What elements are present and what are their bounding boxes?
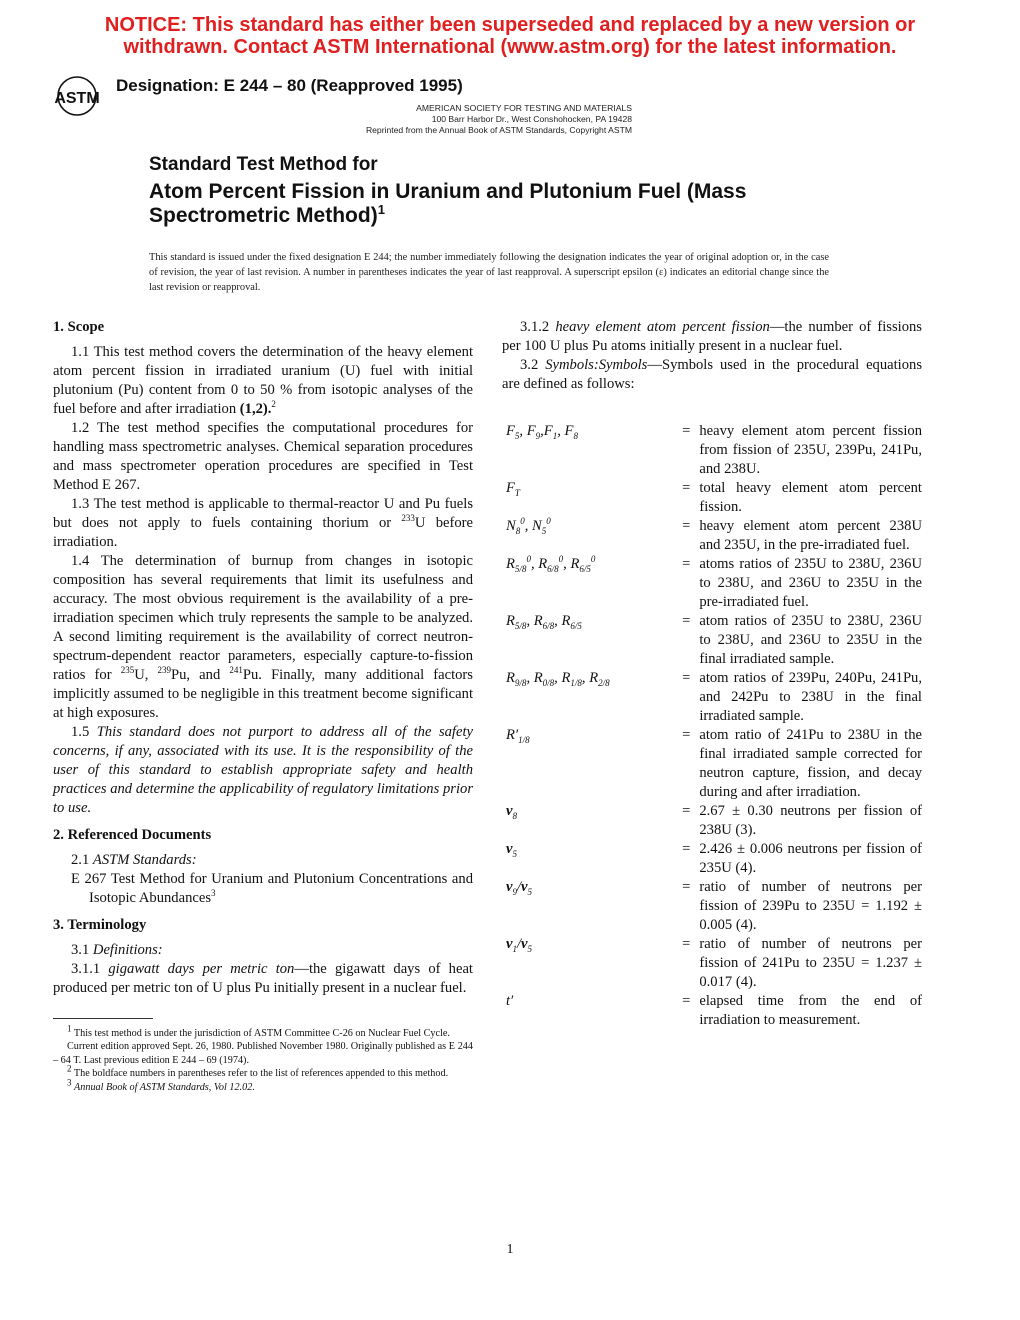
symbol-def: atoms ratios of 235U to 238U, 236U to 238U, and 236U to 235U in the pre-irradiated fuel. — [699, 556, 922, 610]
astm-logo-icon — [52, 76, 102, 116]
para-1-5: 1.5 This standard does not purport to address all of the safety concerns, if any, associated with its use. It is the responsibility of the user of this standard to establish appropriate safety and health practices and determine the applicability of regulatory limitations prior to use. — [53, 724, 473, 816]
symbol-def: heavy element atom percent 238U and 235U, in the pre-irradiated fuel. — [699, 518, 922, 553]
footnotes — [53, 1023, 473, 1094]
symbol-def: elapsed time from the end of irradiation to measurement. — [699, 993, 922, 1028]
symbols-table — [502, 422, 922, 1030]
para-1-3: 1.3 The test method is applicable to thermal-reactor U and Pu fuels but does not apply to fuels containing thorium or $^{233}$U before irradiation. — [53, 496, 473, 550]
logo-text: ASTM — [54, 90, 100, 107]
symbol-def: total heavy element atom percent fission. — [699, 480, 922, 515]
symbol-row: $F_5$, $F_9,F_1$, $F_8$ = heavy element atom percent fission from fission of 235U, 239Pu, 241Pu, and 238U. — [506, 423, 922, 477]
symbol-def: heavy element atom percent fission from fission of 235U, 239Pu, 241Pu, and 238U. — [699, 423, 922, 477]
symbol-def: 2.426 ± 0.006 neutrons per fission of 235U (4). — [699, 841, 922, 876]
symbol-def: atom ratio of 241Pu to 238U in the final irradiated sample corrected for neutron capture, fission, and decay during and after irradiation. — [699, 727, 922, 800]
footnote-2: $^2$ The boldface numbers in parentheses refer to the list of references appended to this method. — [67, 1063, 449, 1080]
symbol-row: $\nu_5$ = 2.426 ± 0.006 neutrons per fission of 235U (4). — [506, 841, 922, 876]
preamble: This standard is issued under the fixed designation E 244; the number immediately following the designation indicates the year of original adoption or, in the case of revision, the year of last revision. A number in parentheses indicates the year of last reapproval. A superscript epsilon (ε) indicates an editorial change since the last revision or reapproval. — [149, 252, 829, 293]
notice-line-1: NOTICE: This standard has either been superseded and replaced by a new version or — [104, 14, 916, 36]
page-title — [149, 153, 869, 228]
footnote-rule — [53, 1018, 153, 1019]
symbol-row: $\nu_1/\nu_5$ = ratio of number of neutrons per fission of 241Pu to 235U = 1.237 ± 0.017 (4). — [506, 936, 922, 990]
left-column — [53, 318, 473, 1094]
symbol-row: t′ = elapsed time from the end of irradiation to measurement. — [506, 993, 922, 1028]
society-name: AMERICAN SOCIETY FOR TESTING AND MATERIALS — [416, 103, 632, 113]
footnote-1: $^1$ This test method is under the jurisdiction of ASTM Committee C-26 on Nuclear Fuel Cycle. — [67, 1023, 450, 1039]
title-line-1: Standard Test Method for — [149, 154, 378, 175]
symbol-row: $R_{9/8}$, $R_{0/8}$, $R_{1/8}$, $R_{2/8}$ = atom ratios of 239Pu, 240Pu, 241Pu, and 242Pu to 238U in the final irradiated sample. — [506, 670, 922, 724]
designation: Designation: E 244 – 80 (Reapproved 1995) — [116, 76, 463, 95]
para-3-2: 3.2 Symbols:Symbols—Symbols used in the procedural equations are defined as follows: — [502, 357, 923, 392]
symbol-def: atom ratios of 235U to 238U, 236U to 238U, and 236U to 235U in the final irradiated sample. — [699, 613, 922, 667]
symbol-def: 2.67 ± 0.30 neutrons per fission of 238U (3). — [699, 803, 922, 838]
referenced-documents-heading: 2. Referenced Documents — [53, 827, 212, 843]
footnote-1b: Current edition approved Sept. 26, 1980. Published November 1980. Originally published as E 244 – 64 T. Last previous edition E 244 – 69 (1974). — [53, 1041, 473, 1066]
scope-heading: 1. Scope — [53, 319, 105, 335]
symbol-def: ratio of number of neutrons per fission of 239Pu to 235U = 1.192 ± 0.005 (4). — [699, 879, 922, 933]
symbol-row: $R_{5/8}^0$, $R_{6/8}^0$, $R_{6/5}^0$ = atoms ratios of 235U to 238U, 236U to 238U, and 236U to 235U in the pre-irradiated fuel. — [506, 554, 922, 610]
symbol-row: $R_{5/8}$, $R_{6/8}$, $R_{6/5}$ = atom ratios of 235U to 238U, 236U to 238U, and 236U to 235U in the final irradiated sample. — [506, 613, 922, 667]
symbol-def: atom ratios of 239Pu, 240Pu, 241Pu, and 242Pu to 238U in the final irradiated sample. — [699, 670, 922, 724]
para-1-2: 1.2 The test method specifies the computational procedures for handling mass spectrometric analyses. Chemical separation procedures and mass spectrometer operation procedures are specified in Test Method E 267. — [53, 420, 473, 493]
para-3-1: 3.1 Definitions: — [71, 942, 163, 958]
title-line-2: Atom Percent Fission in Uranium and Plutonium Fuel (Mass Spectrometric Method) — [149, 180, 747, 227]
symbol-row: $\nu_8$ = 2.67 ± 0.30 neutrons per fission of 238U (3). — [506, 803, 922, 838]
para-2-1: 2.1 ASTM Standards: — [71, 852, 197, 868]
terminology-heading: 3. Terminology — [53, 917, 147, 933]
society-address: 100 Barr Harbor Dr., West Conshohocken, PA 19428 — [431, 114, 632, 124]
para-3-1-2: 3.1.2 heavy element atom percent fission—the number of fissions per 100 U plus Pu atoms initially present in a nuclear fuel. — [502, 319, 922, 354]
para-1-1: 1.1 This test method covers the determination of the heavy element atom percent fission in irradiated uranium (U) fuel with initial plutonium (Pu) content from 0 to 50 % from isotopic analyses of the fuel before and after irradiation (1,2).$^2$ — [53, 344, 473, 417]
para-1-4: 1.4 The determination of burnup from changes in isotopic composition has several requirements that limit its usefulness and accuracy. The most obvious requirement is the availability of a pre-irradiation specimen which truly represents the sample to be analyzed. A second limiting requirement is the availability of correct neutron-spectrum-dependent reactor parameters, especially capture-to-fission ratios for $^{235}$U, $^{239}$Pu, and $^{241}$Pu. Finally, many additional factors implicitly assumed to be negligible in this treatment become significant at high exposures. — [53, 553, 473, 721]
para-3-1-1: 3.1.1 gigawatt days per metric ton—the gigawatt days of heat produced per metric ton of U plus Pu initially present in a nuclear fuel. — [53, 961, 473, 996]
page-number: 1 — [506, 1242, 514, 1257]
footnote-3: $^3$ Annual Book of ASTM Standards, Vol 12.02. — [67, 1077, 255, 1093]
symbol-row: $F_T$ = total heavy element atom percent fission. — [506, 480, 922, 515]
notice-line-2: withdrawn. Contact ASTM International (www.astm.org) for the latest information. — [123, 36, 897, 58]
symbol-row: $N_8^0$, $N_5^0$ = heavy element atom percent 238U and 235U, in the pre-irradiated fuel. — [506, 516, 922, 553]
notice-banner — [0, 14, 1020, 58]
reprint-note: Reprinted from the Annual Book of ASTM Standards, Copyright ASTM — [365, 125, 632, 135]
title-footnote-mark: 1 — [377, 202, 385, 217]
symbol-row: $R'_{1/8}$ = atom ratio of 241Pu to 238U in the final irradiated sample corrected for neutron capture, fission, and decay during and after irradiation. — [506, 727, 922, 800]
right-column — [502, 318, 922, 1030]
society-block — [366, 103, 632, 136]
reference-e267: E 267 Test Method for Uranium and Plutonium Concentrations and Isotopic Abundances$^3$ — [71, 871, 473, 906]
symbol-def: ratio of number of neutrons per fission of 241Pu to 235U = 1.237 ± 0.017 (4). — [699, 936, 922, 990]
symbol-row: $\nu_9/\nu_5$ = ratio of number of neutrons per fission of 239Pu to 235U = 1.192 ± 0.005 (4). — [506, 879, 922, 933]
